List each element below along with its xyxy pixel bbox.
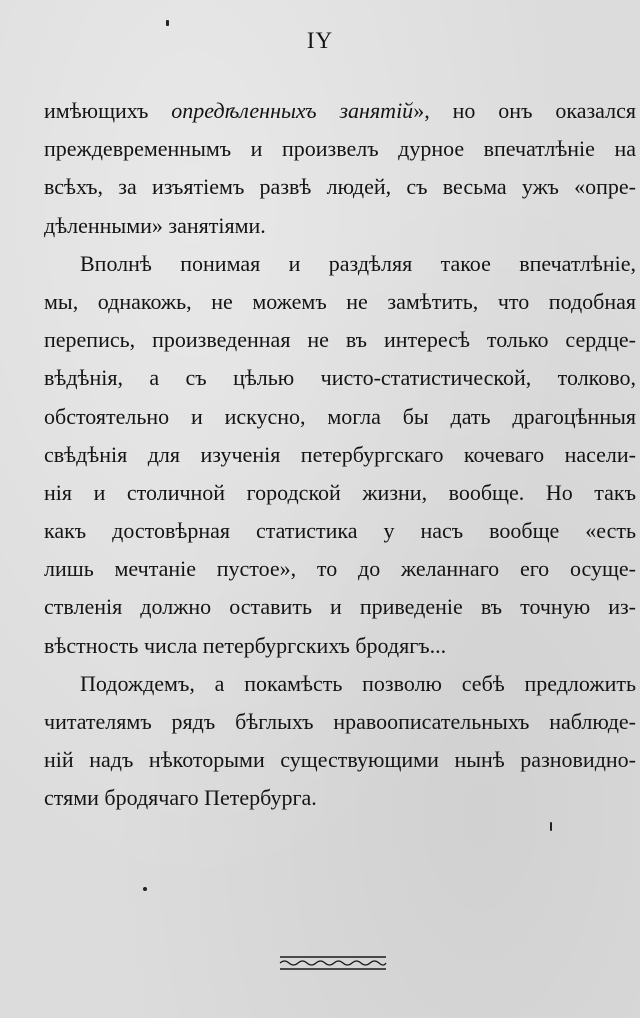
text-line: нія и столичной городской жизни, вообще. Но такъ bbox=[44, 479, 636, 505]
text-line: вѣстность числа петербургскихъ бродягъ... bbox=[44, 632, 447, 658]
body-text bbox=[44, 92, 636, 818]
paragraph-start-line: Подождемъ, а покамѣсть позволю себѣ предложить bbox=[80, 670, 636, 696]
text-line: перепись, произведенная не въ интересѣ только сердце- bbox=[44, 327, 636, 353]
text-line: лишь мечтаніе пустое», то до желаннаго его осуще- bbox=[44, 556, 636, 582]
text-line: обстоятельно и искусно, могла бы дать драгоцѣнныя bbox=[44, 403, 636, 429]
text-line: всѣхъ, за изъятіемъ развѣ людей, съ весьма ужъ «опре- bbox=[44, 174, 636, 200]
text-segment: имѣющихъ bbox=[44, 98, 172, 123]
page-number: IY bbox=[306, 28, 334, 53]
text-line bbox=[44, 92, 636, 130]
text-line: свѣдѣнія для изученія петербургскаго кочеваго насели- bbox=[44, 441, 636, 467]
text-line: ствленія должно оставить и приведеніе въ точную из- bbox=[44, 594, 636, 620]
text-line: дѣленными» занятіями. bbox=[44, 212, 266, 238]
text-line: преждевременнымъ и произвелъ дурное впечатлѣніе на bbox=[44, 136, 636, 162]
paragraph-start-line: Вполнѣ понимая и раздѣляя такое впечатлѣніе, bbox=[80, 250, 636, 276]
text-line: какъ достовѣрная статистика у насъ вообще «есть bbox=[44, 518, 636, 544]
text-line: стями бродячаго Петербурга. bbox=[44, 785, 317, 811]
text-segment: », но онъ оказался bbox=[413, 98, 636, 123]
print-speck bbox=[143, 887, 147, 891]
print-speck bbox=[166, 20, 169, 26]
decorative-ornament bbox=[278, 954, 388, 972]
print-speck bbox=[550, 822, 552, 831]
text-line: читателямъ рядъ бѣглыхъ нравоописательныхъ наблюде- bbox=[44, 709, 636, 734]
text-line: ній надъ нѣкоторыми существующими нынѣ разновидно- bbox=[44, 747, 636, 773]
italic-phrase: опредѣленныхъ занятій bbox=[171, 98, 414, 123]
text-line: вѣдѣнія, а съ цѣлью чисто-статистической, толково, bbox=[44, 365, 636, 391]
text-line: мы, однакожь, не можемъ не замѣтить, что подобная bbox=[44, 288, 636, 314]
